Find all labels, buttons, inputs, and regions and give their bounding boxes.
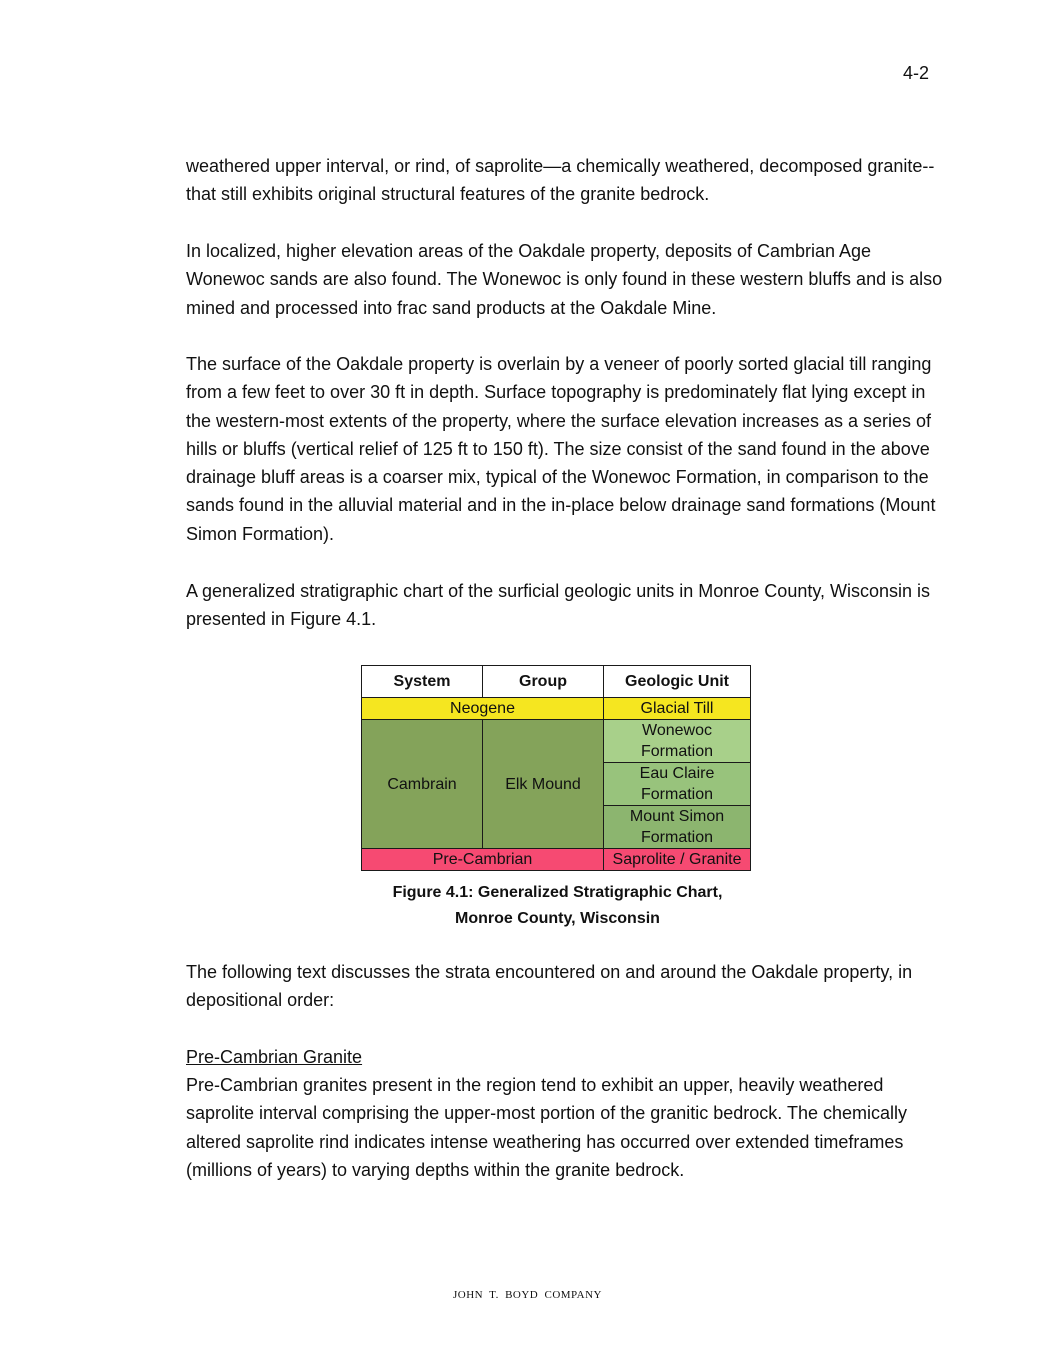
page-number: 4-2 — [903, 63, 930, 83]
cell-neogene-system: Neogene — [362, 698, 604, 720]
table-row-cambrian — [362, 720, 751, 763]
cell-precambrian-system: Pre-Cambrian — [362, 849, 604, 871]
paragraph-saprolite-rind: weathered upper interval, or rind, of saprolite—a chemically weathered, decomposed granite--that still exhibits original structural features of the granite bedrock. — [186, 156, 935, 205]
header-geologic-unit: Geologic Unit — [604, 666, 751, 698]
cell-cambrian-system: Cambrain — [362, 720, 483, 849]
paragraph-surface-geology: The surface of the Oakdale property is overlain by a veneer of poorly sorted glacial till ranging from a few feet to over 30 ft in depth. Surface topography is predominately flat lying except in the western-most extents of the property, where the surface elevation increases as a series of hills or bluffs (vertical relief of 125 ft to 150 ft). The size consist of the sand found in the above drainage bluff areas is a coarser mix, typical of the Wonewoc Formation, in comparison to the sands found in the alluvial material and in the in-place below drainage sand formations (Mount Simon Formation). — [186, 354, 936, 544]
cell-eau-claire-formation: Eau Claire Formation — [604, 763, 751, 806]
cell-wonewoc-formation: Wonewoc Formation — [604, 720, 751, 763]
figure-caption — [361, 880, 754, 932]
section-heading-precambrian-granite: Pre-Cambrian Granite — [186, 1047, 363, 1067]
paragraph-strata-intro: The following text discusses the strata encountered on and around the Oakdale property, in depositional order: — [186, 962, 913, 1011]
cell-glacial-till: Glacial Till — [604, 698, 751, 720]
table-header-row — [362, 666, 751, 698]
header-group: Group — [483, 666, 604, 698]
stratigraphic-chart — [361, 665, 751, 871]
paragraph-figure-intro: A generalized stratigraphic chart of the surficial geologic units in Monroe County, Wisconsin is presented in Figure 4.1. — [186, 581, 931, 630]
paragraph-wonewoc-sands: In localized, higher elevation areas of the Oakdale property, deposits of Cambrian Age Wonewoc sands are also found. The Wonewoc is only found in these western bluffs and is also mined and processed into frac sand products at the Oakdale Mine. — [186, 241, 943, 318]
header-system: System — [362, 666, 483, 698]
figure-caption-line1: Figure 4.1: Generalized Stratigraphic Chart, — [392, 884, 723, 901]
page-footer: JOHN T. BOYD COMPANY — [453, 1289, 602, 1301]
paragraph-precambrian-granite: Pre-Cambrian granites present in the region tend to exhibit an upper, heavily weathered saprolite interval comprising the upper-most portion of the granitic bedrock. The chemically altered saprolite rind indicates intense weathering has occurred over extended timeframes (millions of years) to varying depths within the granite bedrock. — [186, 1075, 908, 1180]
cell-mount-simon-formation: Mount Simon Formation — [604, 806, 751, 849]
cell-saprolite-granite: Saprolite / Granite — [604, 849, 751, 871]
cell-elk-mound-group: Elk Mound — [483, 720, 604, 849]
table-row-precambrian — [362, 849, 751, 871]
table-row-neogene — [362, 698, 751, 720]
figure-caption-line2: Monroe County, Wisconsin — [455, 910, 660, 927]
